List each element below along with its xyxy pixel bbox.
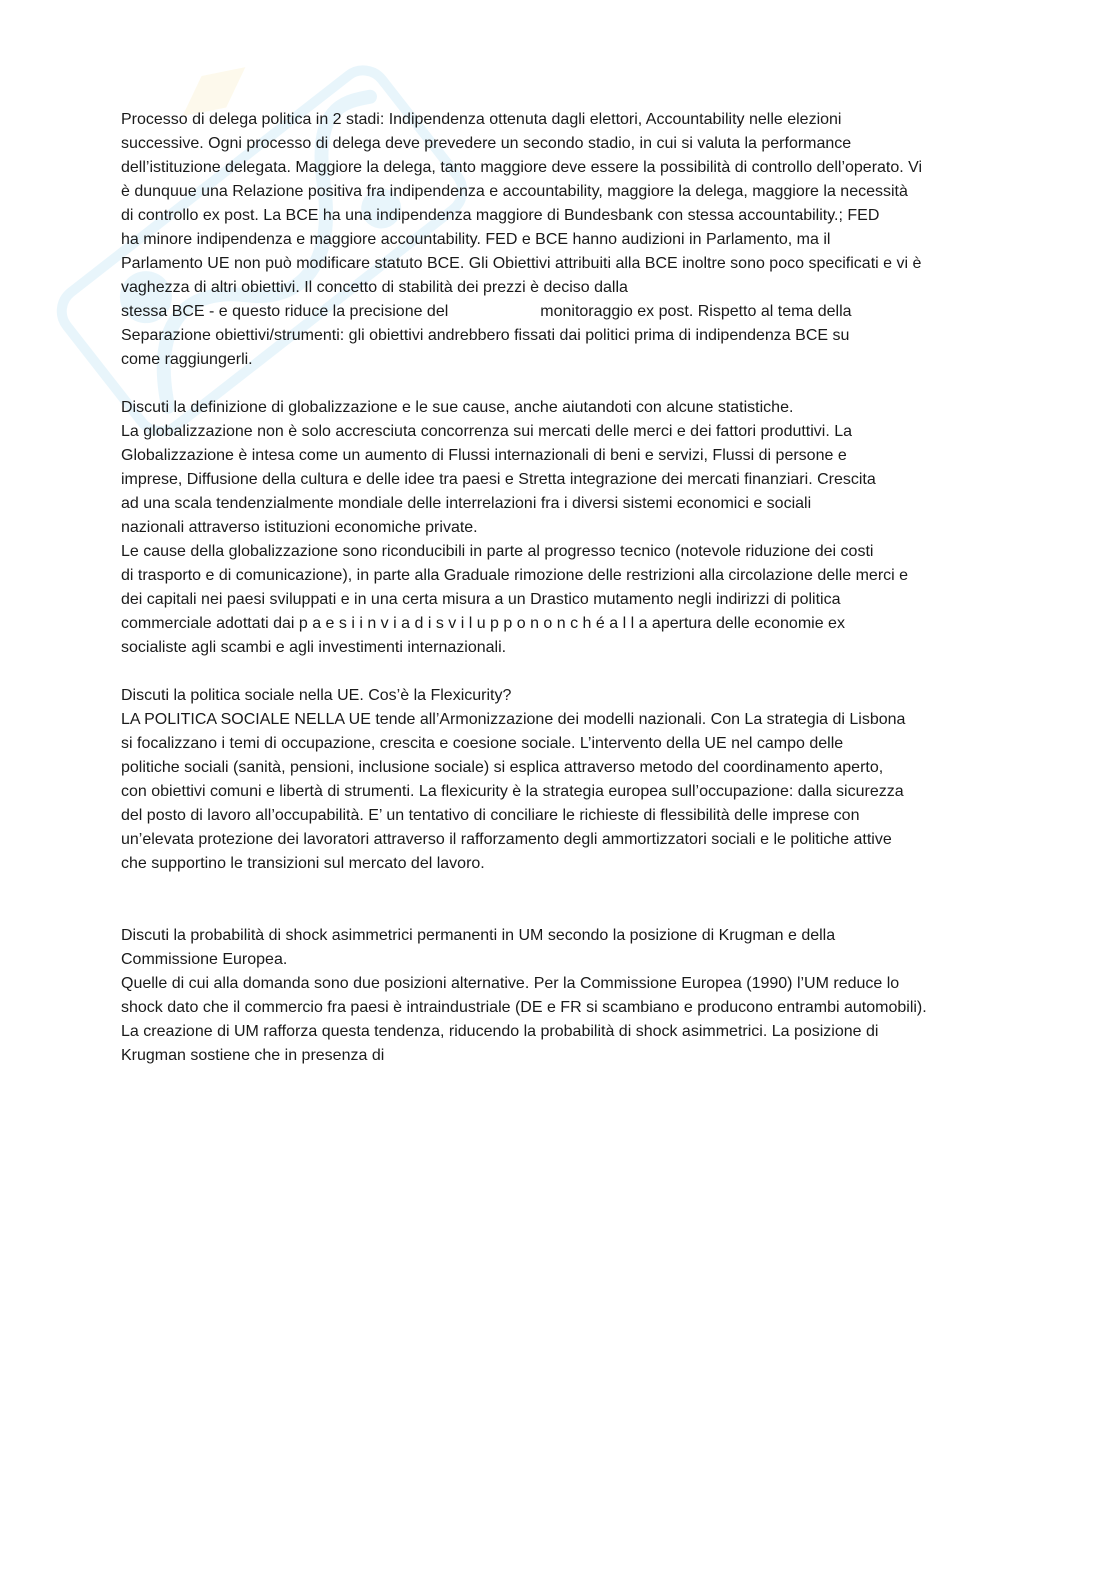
text-line: Processo di delega politica in 2 stadi: Indipendenza ottenuta dagli elettori, Accountability nelle elezioni	[121, 111, 842, 128]
text-line: Quelle di cui alla domanda sono due posizioni alternative. Per la Commissione Europea (1990) l’UM reduce lo	[121, 975, 900, 992]
text-line: La creazione di UM rafforza questa tendenza, riducendo la probabilità di shock asimmetrici. La posizione di	[121, 1023, 879, 1040]
text-line: commerciale adottati dai p a e s i i n v i a d i s v i l u p p o n o n c h é a l l a apertura delle economie ex	[121, 615, 845, 632]
text-line: del posto di lavoro all’occupabilità. E’ un tentativo di conciliare le richieste di flessibilità delle imprese con	[121, 807, 860, 824]
text-line: Separazione obiettivi/strumenti: gli obiettivi andrebbero fissati dai politici prima di indipendenza BCE su	[121, 327, 850, 344]
question-line: Discuti la politica sociale nella UE. Cos’è la Flexicurity?	[121, 687, 512, 704]
paragraph-spacer	[121, 660, 1039, 684]
text-line: un’elevata protezione dei lavoratori attraverso il rafforzamento degli ammortizzatori sociali e le politiche attive	[121, 831, 892, 848]
text-line: che supportino le transizioni sul mercato del lavoro.	[121, 855, 485, 872]
question-line: Discuti la probabilità di shock asimmetrici permanenti in UM secondo la posizione di Krugman e della	[121, 927, 836, 944]
text-line: nazionali attraverso istituzioni economiche private.	[121, 519, 478, 536]
paragraph-politica-sociale	[121, 684, 1039, 876]
paragraph-spacer	[121, 876, 1039, 924]
text-line: di trasporto e di comunicazione), in parte alla Graduale rimozione delle restrizioni alla circolazione delle merci e	[121, 567, 909, 584]
text-line: LA POLITICA SOCIALE NELLA UE tende all’Armonizzazione dei modelli nazionali. Con La strategia di Lisbona	[121, 711, 906, 728]
text-line: dei capitali nei paesi sviluppati e in una certa misura a un Drastico mutamento negli indirizzi di politica	[121, 591, 841, 608]
question-line: Commissione Europea.	[121, 951, 288, 968]
paragraph-shock-asimmetrici	[121, 924, 1039, 1068]
document-body	[121, 108, 1039, 1068]
text-line: di controllo ex post. La BCE ha una indipendenza maggiore di Bundesbank con stessa accountability.; FED	[121, 207, 880, 224]
text-line: come raggiungerli.	[121, 351, 253, 368]
question-line: Discuti la definizione di globalizzazione e le sue cause, anche aiutandoti con alcune statistiche.	[121, 399, 794, 416]
text-line: è dunquue una Relazione positiva fra indipendenza e accountability, maggiore la delega, maggiore la necessità	[121, 183, 908, 200]
paragraph-globalizzazione	[121, 396, 1039, 660]
text-line: Le cause della globalizzazione sono riconducibili in parte al progresso tecnico (notevole riduzione dei costi	[121, 543, 874, 560]
text-line: La globalizzazione non è solo accresciuta concorrenza sui mercati delle merci e dei fattori produttivi. La	[121, 423, 853, 440]
paragraph-spacer	[121, 372, 1039, 396]
text-line: dell’istituzione delegata. Maggiore la delega, tanto maggiore deve essere la possibilità di controllo dell’operato. Vi	[121, 159, 923, 176]
text-line: successive. Ogni processo di delega deve prevedere un secondo stadio, in cui si valuta la performance	[121, 135, 852, 152]
text-line: si focalizzano i temi di occupazione, crescita e coesione sociale. L’intervento della UE nel campo delle	[121, 735, 844, 752]
text-line: imprese, Diffusione della cultura e delle idee tra paesi e Stretta integrazione dei mercati finanziari. Crescita	[121, 471, 876, 488]
text-line: vaghezza di altri obiettivi. Il concetto di stabilità dei prezzi è deciso dalla	[121, 279, 628, 296]
paragraph-delega-politica	[121, 108, 1039, 372]
text-fragment: stessa BCE - e questo riduce la precisione del	[121, 303, 449, 320]
text-line: Parlamento UE non può modificare statuto BCE. Gli Obiettivi attribuiti alla BCE inoltre sono poco specificati e vi è	[121, 255, 922, 272]
text-line: politiche sociali (sanità, pensioni, inclusione sociale) si esplica attraverso metodo del coordinamento aperto,	[121, 759, 884, 776]
text-line-split	[121, 300, 1039, 324]
text-line: socialiste agli scambi e agli investimenti internazionali.	[121, 639, 507, 656]
text-fragment: monitoraggio ex post. Rispetto al tema della	[540, 303, 852, 320]
text-line: Globalizzazione è intesa come un aumento di Flussi internazionali di beni e servizi, Flussi di persone e	[121, 447, 847, 464]
text-line: Krugman sostiene che in presenza di	[121, 1047, 385, 1064]
text-line: shock dato che il commercio fra paesi è intraindustriale (DE e FR si scambiano e producono entrambi automobili).	[121, 999, 927, 1016]
text-line: con obiettivi comuni e libertà di strumenti. La flexicurity è la strategia europea sull’occupazione: dalla sicurezza	[121, 783, 904, 800]
text-line: ad una scala tendenzialmente mondiale delle interrelazioni fra i diversi sistemi economici e sociali	[121, 495, 812, 512]
text-line: ha minore indipendenza e maggiore accountability. FED e BCE hanno audizioni in Parlamento, ma il	[121, 231, 831, 248]
